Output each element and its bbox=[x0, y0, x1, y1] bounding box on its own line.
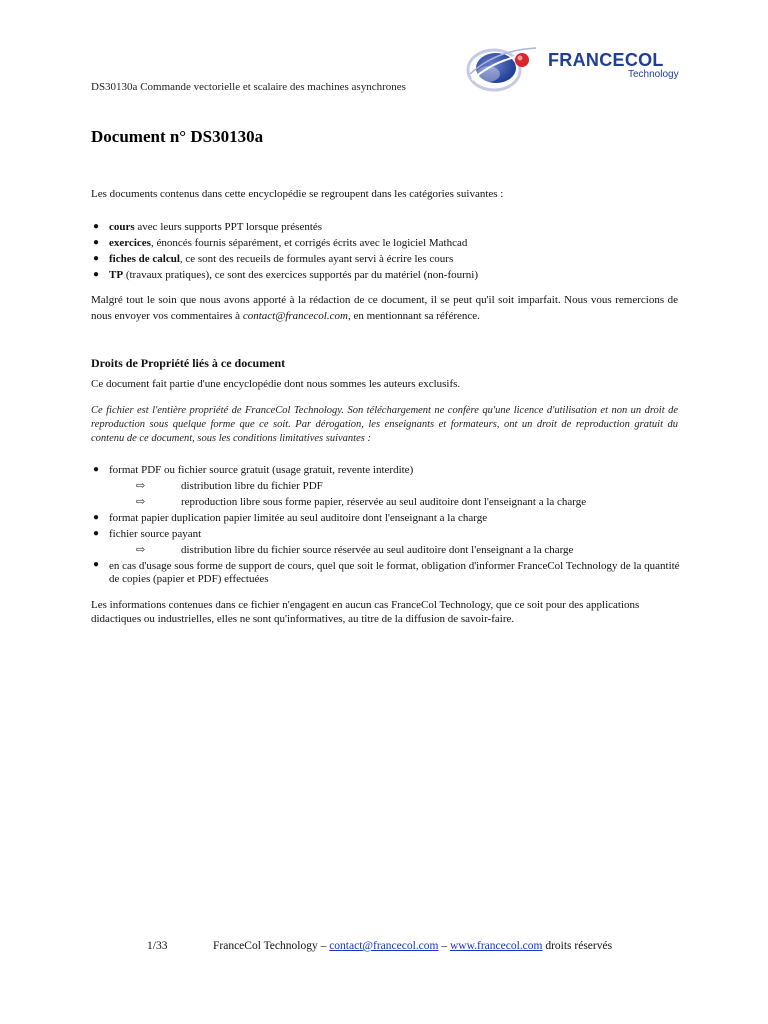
conditions-list bbox=[91, 462, 681, 586]
running-header: DS30130a Commande vectorielle et scalaire des machines asynchrones bbox=[91, 81, 406, 93]
list-item: ● fiches de calcul, ce sont des recueils de formules ayant servi à écrire les cours bbox=[92, 253, 454, 265]
list-item: ● cours avec leurs supports PPT lorsque présentés bbox=[92, 221, 323, 233]
rights-intro: Ce document fait partie d'une encyclopédie dont nous sommes les auteurs exclusifs. bbox=[91, 378, 461, 390]
document-title: Document n° DS30130a bbox=[91, 127, 264, 146]
list-item: ⇨ distribution libre du fichier PDF bbox=[136, 480, 323, 492]
rights-heading: Droits de Propriété liés à ce document bbox=[91, 356, 286, 370]
arrow-right-icon: ⇨ bbox=[136, 480, 146, 492]
bullet-icon: ● bbox=[92, 464, 100, 475]
page-number: 1/33 bbox=[147, 940, 168, 952]
company-logo bbox=[466, 40, 679, 94]
list-item: ● format papier duplication papier limitée au seul auditoire dont l'enseignant a la charge bbox=[92, 512, 488, 524]
footer-info: FranceCol Technology – contact@francecol.com – www.francecol.com droits réservés bbox=[213, 940, 613, 952]
list-item: ● exercices, énoncés fournis séparément, et corrigés écrits avec le logiciel Mathcad bbox=[92, 237, 468, 249]
footer-email-link[interactable]: contact@francecol.com bbox=[329, 940, 439, 952]
bullet-icon: ● bbox=[92, 253, 100, 264]
closing-text: Les informations contenues dans ce fichier n'engagent en aucun cas FranceCol Technology, que ce soit pour des applications didactiques ou industrielles, elles ne sont qu'informatives, au titre de la diffusion de savoir-faire. bbox=[91, 599, 640, 625]
list-item: ● fichier source payant bbox=[92, 528, 202, 540]
bullet-icon: ● bbox=[92, 237, 100, 248]
arrow-right-icon: ⇨ bbox=[136, 496, 146, 508]
arrow-right-icon: ⇨ bbox=[136, 544, 146, 556]
bullet-icon: ● bbox=[92, 221, 100, 232]
bullet-icon: ● bbox=[92, 512, 100, 523]
contact-email: contact@francecol.com bbox=[242, 310, 348, 322]
bullet-icon: ● bbox=[92, 269, 100, 280]
list-item: ● en cas d'usage sous forme de support de cours, quel que soit le format, obligation d'informer FranceCol Technology de la quantité de copies (papier et PDF) effectuées bbox=[92, 559, 680, 585]
disclaimer-text: Malgré tout le soin que nous avons apporté à la rédaction de ce document, il se peut qu'il soit imparfait. Nous vous remercions de nous envoyer vos commentaires à contact@francecol.com, en mentionnant sa référence. bbox=[91, 294, 678, 322]
bullet-icon: ● bbox=[92, 559, 100, 570]
list-item: ⇨ reproduction libre sous forme papier, réservée au seul auditoire dont l'enseignant a la charge bbox=[136, 496, 587, 508]
footer-website-link[interactable]: www.francecol.com bbox=[449, 940, 543, 952]
logo-tagline: Technology bbox=[628, 69, 679, 80]
rights-notice: Ce fichier est l'entière propriété de FranceCol Technology. Son téléchargement ne confère qu'une licence d'utilisation et non un droit de reproduction sous quelque forme que ce soit. Par dérogation, les enseignants et formateurs, ont un droit de reproduction gratuit du contenu de ce document, sous les conditions limitatives suivantes : bbox=[91, 405, 678, 444]
category-list bbox=[91, 219, 681, 283]
bullet-icon: ● bbox=[92, 528, 100, 539]
francecol-swirl-logo-icon bbox=[466, 40, 538, 94]
list-item: ⇨ distribution libre du fichier source réservée au seul auditoire dont l'enseignant a la charge bbox=[136, 544, 574, 556]
list-item: ● TP (travaux pratiques), ce sont des exercices supportés par du matériel (non-fourni) bbox=[92, 269, 478, 281]
logo-brand: FRANCECOL bbox=[548, 50, 664, 70]
list-item: ● format PDF ou fichier source gratuit (usage gratuit, revente interdite) bbox=[92, 464, 414, 476]
intro-text: Les documents contenus dans cette encyclopédie se regroupent dans les catégories suivantes : bbox=[91, 188, 504, 200]
